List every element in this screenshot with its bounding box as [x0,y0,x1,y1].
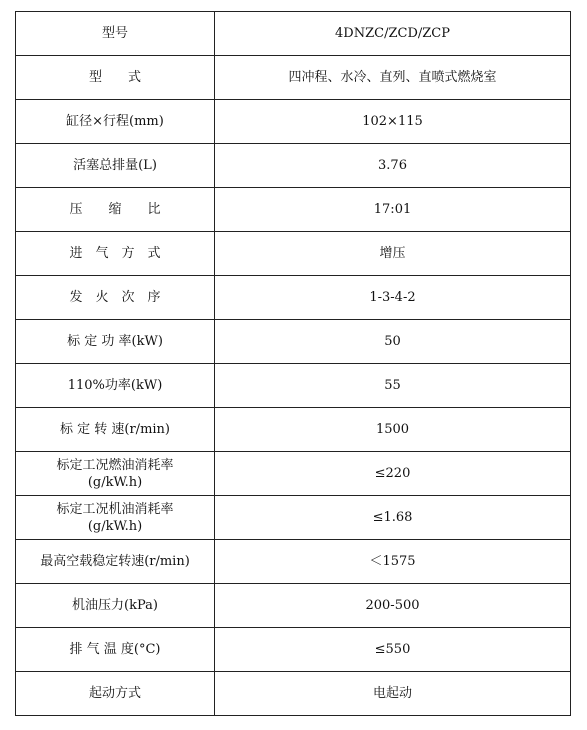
spec-table [15,11,571,716]
table-row [16,100,571,144]
row-value-bore-stroke: 102×115 [215,100,571,144]
table-row [16,144,571,188]
row-value-fuel-consumption: ≤220 [215,452,571,496]
row-value-exhaust-temp: ≤550 [215,628,571,672]
row-value-oil-consumption: ≤1.68 [215,496,571,540]
row-value-overload-power: 55 [215,364,571,408]
row-label-overload-power: 110%功率(kW) [16,364,215,408]
row-label-displacement: 活塞总排量(L) [16,144,215,188]
row-label-compression-ratio: 压 缩 比 [16,188,215,232]
table-row [16,188,571,232]
row-value-type: 四冲程、水冷、直列、直喷式燃烧室 [215,56,571,100]
row-value-start-method: 电起动 [215,672,571,716]
row-label-firing-order: 发 火 次 序 [16,276,215,320]
row-value-model: 4DNZC/ZCD/ZCP [215,12,571,56]
row-value-compression-ratio: 17:01 [215,188,571,232]
table-row [16,12,571,56]
row-label-fuel-consumption: 标定工况燃油消耗率 (g/kW.h) [16,452,215,496]
row-label-rated-speed: 标 定 转 速(r/min) [16,408,215,452]
table-row [16,452,571,496]
row-label-rated-power: 标 定 功 率(kW) [16,320,215,364]
table-row [16,628,571,672]
table-row [16,584,571,628]
table-row [16,408,571,452]
table-row [16,672,571,716]
row-value-intake: 增压 [215,232,571,276]
row-label-type: 型 式 [16,56,215,100]
table-row [16,320,571,364]
table-row [16,496,571,540]
table-row [16,56,571,100]
table-row [16,540,571,584]
row-label-exhaust-temp: 排 气 温 度(°C) [16,628,215,672]
row-value-displacement: 3.76 [215,144,571,188]
table-row [16,276,571,320]
table-row [16,232,571,276]
row-label-oil-pressure: 机油压力(kPa) [16,584,215,628]
row-label-oil-consumption: 标定工况机油消耗率 (g/kW.h) [16,496,215,540]
row-label-intake: 进 气 方 式 [16,232,215,276]
row-label-max-idle-speed: 最高空载稳定转速(r/min) [16,540,215,584]
row-value-rated-power: 50 [215,320,571,364]
row-value-firing-order: 1-3-4-2 [215,276,571,320]
row-label-start-method: 起动方式 [16,672,215,716]
row-value-max-idle-speed: ＜1575 [215,540,571,584]
row-value-oil-pressure: 200-500 [215,584,571,628]
row-label-model: 型号 [16,12,215,56]
table-row [16,364,571,408]
row-label-bore-stroke: 缸径×行程(mm) [16,100,215,144]
row-value-rated-speed: 1500 [215,408,571,452]
